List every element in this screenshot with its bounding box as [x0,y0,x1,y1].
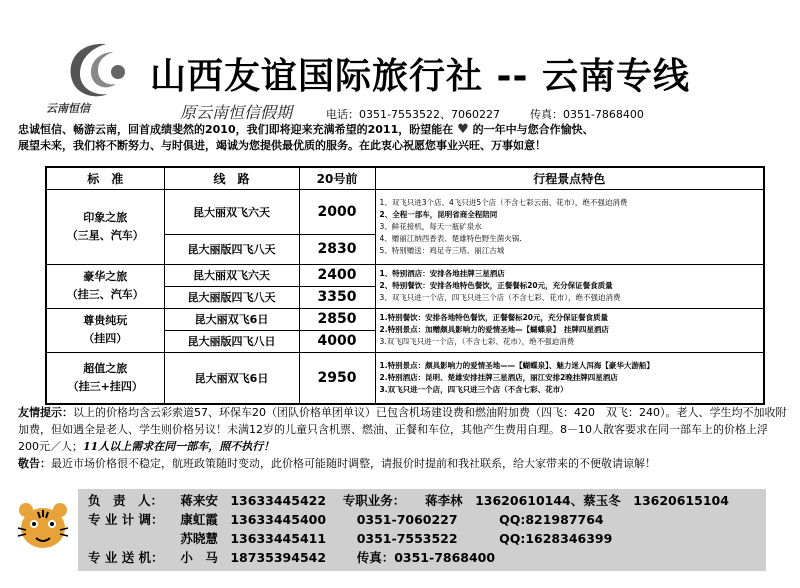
header-standard: 标 准 [46,167,164,189]
feature-line: 2.特别景点：加赠颇具影响力的爱情圣地—【蝴蝶泉】 挂牌四星酒店 [379,325,609,334]
intro-line1b: 的一年中与您合作愉快、 [472,123,594,136]
tour-class: （挂三、汽车） [66,288,144,301]
contact-role: 负 责 人： [88,493,164,508]
route-cell: 昆大丽版四飞八天 [164,234,299,264]
former-name: 原云南恒信假期 [180,103,293,122]
tiger-mascot-image [12,494,74,556]
feature-line: 2、全程一部车，昆明省商全程陪同 [379,209,498,219]
warning-label: 敬告： [18,457,51,470]
features-cell [375,352,764,404]
contact-person: 苏晓慧 13633445411 [180,531,327,546]
contact-role: 专 业 计 调： [88,512,164,527]
price-cell: 2950 [299,352,375,404]
feature-line: 3.双飞只进一个店，四飞只进三个店（不含七彩、花市） [379,384,568,394]
warning-paragraph [18,455,788,472]
notes-section [18,404,788,472]
route-cell: 昆大丽版四飞八天 [164,286,299,308]
table-row [46,352,764,404]
price-cell: 4000 [299,330,375,352]
feature-line: 3、鲜花接机，每天一瓶矿泉水 [379,221,482,231]
features-cell [375,189,764,264]
tour-title: 尊贵纯玩 [83,314,128,327]
contact-row [88,510,604,528]
header-route: 线 路 [164,167,299,189]
warning-text: 最近市场价格很不稳定，航班政策随时变动，此价格可能随时调整，请报价时提前和我社联系，给大家带来的不便敬请谅解！ [51,457,656,470]
feature-line: 5、特别赠送：鸡足寺三塔、丽江古城 [379,245,505,255]
contact-label: 专职业务： [342,493,406,508]
feature-line: 1.特别餐饮：安排各地特色餐饮，正餐餐标20元，充分保证餐食质量 [379,313,609,322]
tip-handwritten: 11人以上需求在同一部车，照不执行！ [83,440,275,453]
intro-line2: 展望未来，我们将不断努力、与时俱进，竭诚为您提供最优质的服务。在此衷心祝愿您事业兴旺、万事如意！ [18,139,546,152]
feature-line: 1、双飞只进3个店、4飞只进5个店（不含七彩云南、花市），绝不强迫消费 [379,197,628,207]
table-header-row [46,167,764,189]
tour-class: （挂三+挂四） [67,379,143,393]
contact-detail: 蒋李林 13620610144、蔡玉冬 13620615104 [425,493,729,508]
contact-row [88,529,612,547]
page-title: 山西友谊国际旅行社 -- 云南专线 [150,56,690,97]
tour-name [46,308,164,352]
tip-text: 以上的价格均含云彩索道57、环保车20（团队价格单团单议）已包含机场建设费和燃油附加费（四飞：420 双飞：240）。老人、学生均不加收附加费，但如遇全是老人、学生则价格另议！未满12岁的儿童只含机票、燃油、正餐和车位，其他产生费用自理。8－10人散客要求在同一部车上的价格上浮200元／人； [18,406,787,453]
tour-title: 豪华之旅 [83,270,128,283]
features-cell [375,264,764,308]
price-cell: 2000 [299,189,375,234]
header-price: 20号前 [299,167,375,189]
tour-title: 印象之旅 [83,210,128,224]
route-cell: 昆大丽双飞六天 [164,264,299,286]
tip-label: 友情提示： [18,406,73,419]
intro-paragraph [18,122,788,154]
contact-role: 专 业 送 机： [88,550,164,565]
tour-class: （挂四） [83,332,128,345]
contact-panel [78,489,766,571]
feature-line: 4、赠丽江纳西香表、楚雄特色野生菌火锅. [379,233,522,243]
route-cell: 昆大丽双飞六天 [164,189,299,234]
contact-fax: 传真：0351-7868400 [356,550,496,565]
tour-name [46,264,164,308]
table-row [46,189,764,234]
feature-line: 3、双飞只进一个店，四飞只进三个店（不含七彩、花市），绝不强迫消费 [379,293,621,302]
contact-phone: 0351-7553522 [356,531,458,546]
price-cell: 2850 [299,308,375,330]
tour-name [46,189,164,264]
header-subline [180,100,644,123]
price-cell: 3350 [299,286,375,308]
heart-icon: ♥ [457,122,469,137]
contact-person: 小 马 18735394542 [180,550,327,565]
feature-line: 1.特别景点：颇具影响力的爱情圣地——【蝴蝶泉】、魅力迷人洱海【豪华大游船】 [379,360,654,370]
table-row [46,264,764,286]
route-cell: 昆大丽双飞6日 [164,352,299,404]
feature-line: 2、特别餐饮：安排各地特色餐饮，正餐餐标20元，充分保证餐食质量 [379,281,613,290]
price-cell: 2400 [299,264,375,286]
tip-paragraph [18,404,788,455]
price-table [45,166,765,405]
feature-line: 2.特别酒店：昆明、楚雄安排挂牌三星酒店，丽江安排2晚挂牌四星酒店 [379,372,618,382]
contact-row [88,491,729,509]
contact-person: 蒋来安 13633445422 [180,493,327,508]
tour-class: （三星、汽车） [66,228,144,242]
tour-title: 超值之旅 [83,361,128,375]
feature-line: 3.双飞四飞只进一个店，（不含七彩、花市），绝不强迫消费 [379,337,575,346]
logo-caption: 云南恒信 [46,102,90,115]
contact-row [88,548,495,566]
company-logo [58,38,138,104]
feature-line: 1、特别酒店：安排各地挂牌三星酒店 [379,269,505,278]
contact-person: 康虹霞 13633445400 [180,512,327,527]
contact-qq: QQ:1628346399 [499,531,613,546]
table-row [46,308,764,330]
price-cell: 2830 [299,234,375,264]
route-cell: 昆大丽双飞6日 [164,308,299,330]
contact-phone: 0351-7060227 [356,512,458,527]
contact-qq: QQ:821987764 [499,512,604,527]
fax-number: 传真：0351-7868400 [529,108,644,121]
features-cell [375,308,764,352]
phone-number: 电话：0351-7553522、7060227 [326,108,500,121]
intro-line1a: 忠诚恒信、畅游云南，回首成绩斐然的2010，我们即将迎来充满希望的2011，盼望能在 [18,123,454,136]
header-features: 行程景点特色 [375,167,764,189]
route-cell: 昆大丽版四飞八日 [164,330,299,352]
tour-name [46,352,164,404]
